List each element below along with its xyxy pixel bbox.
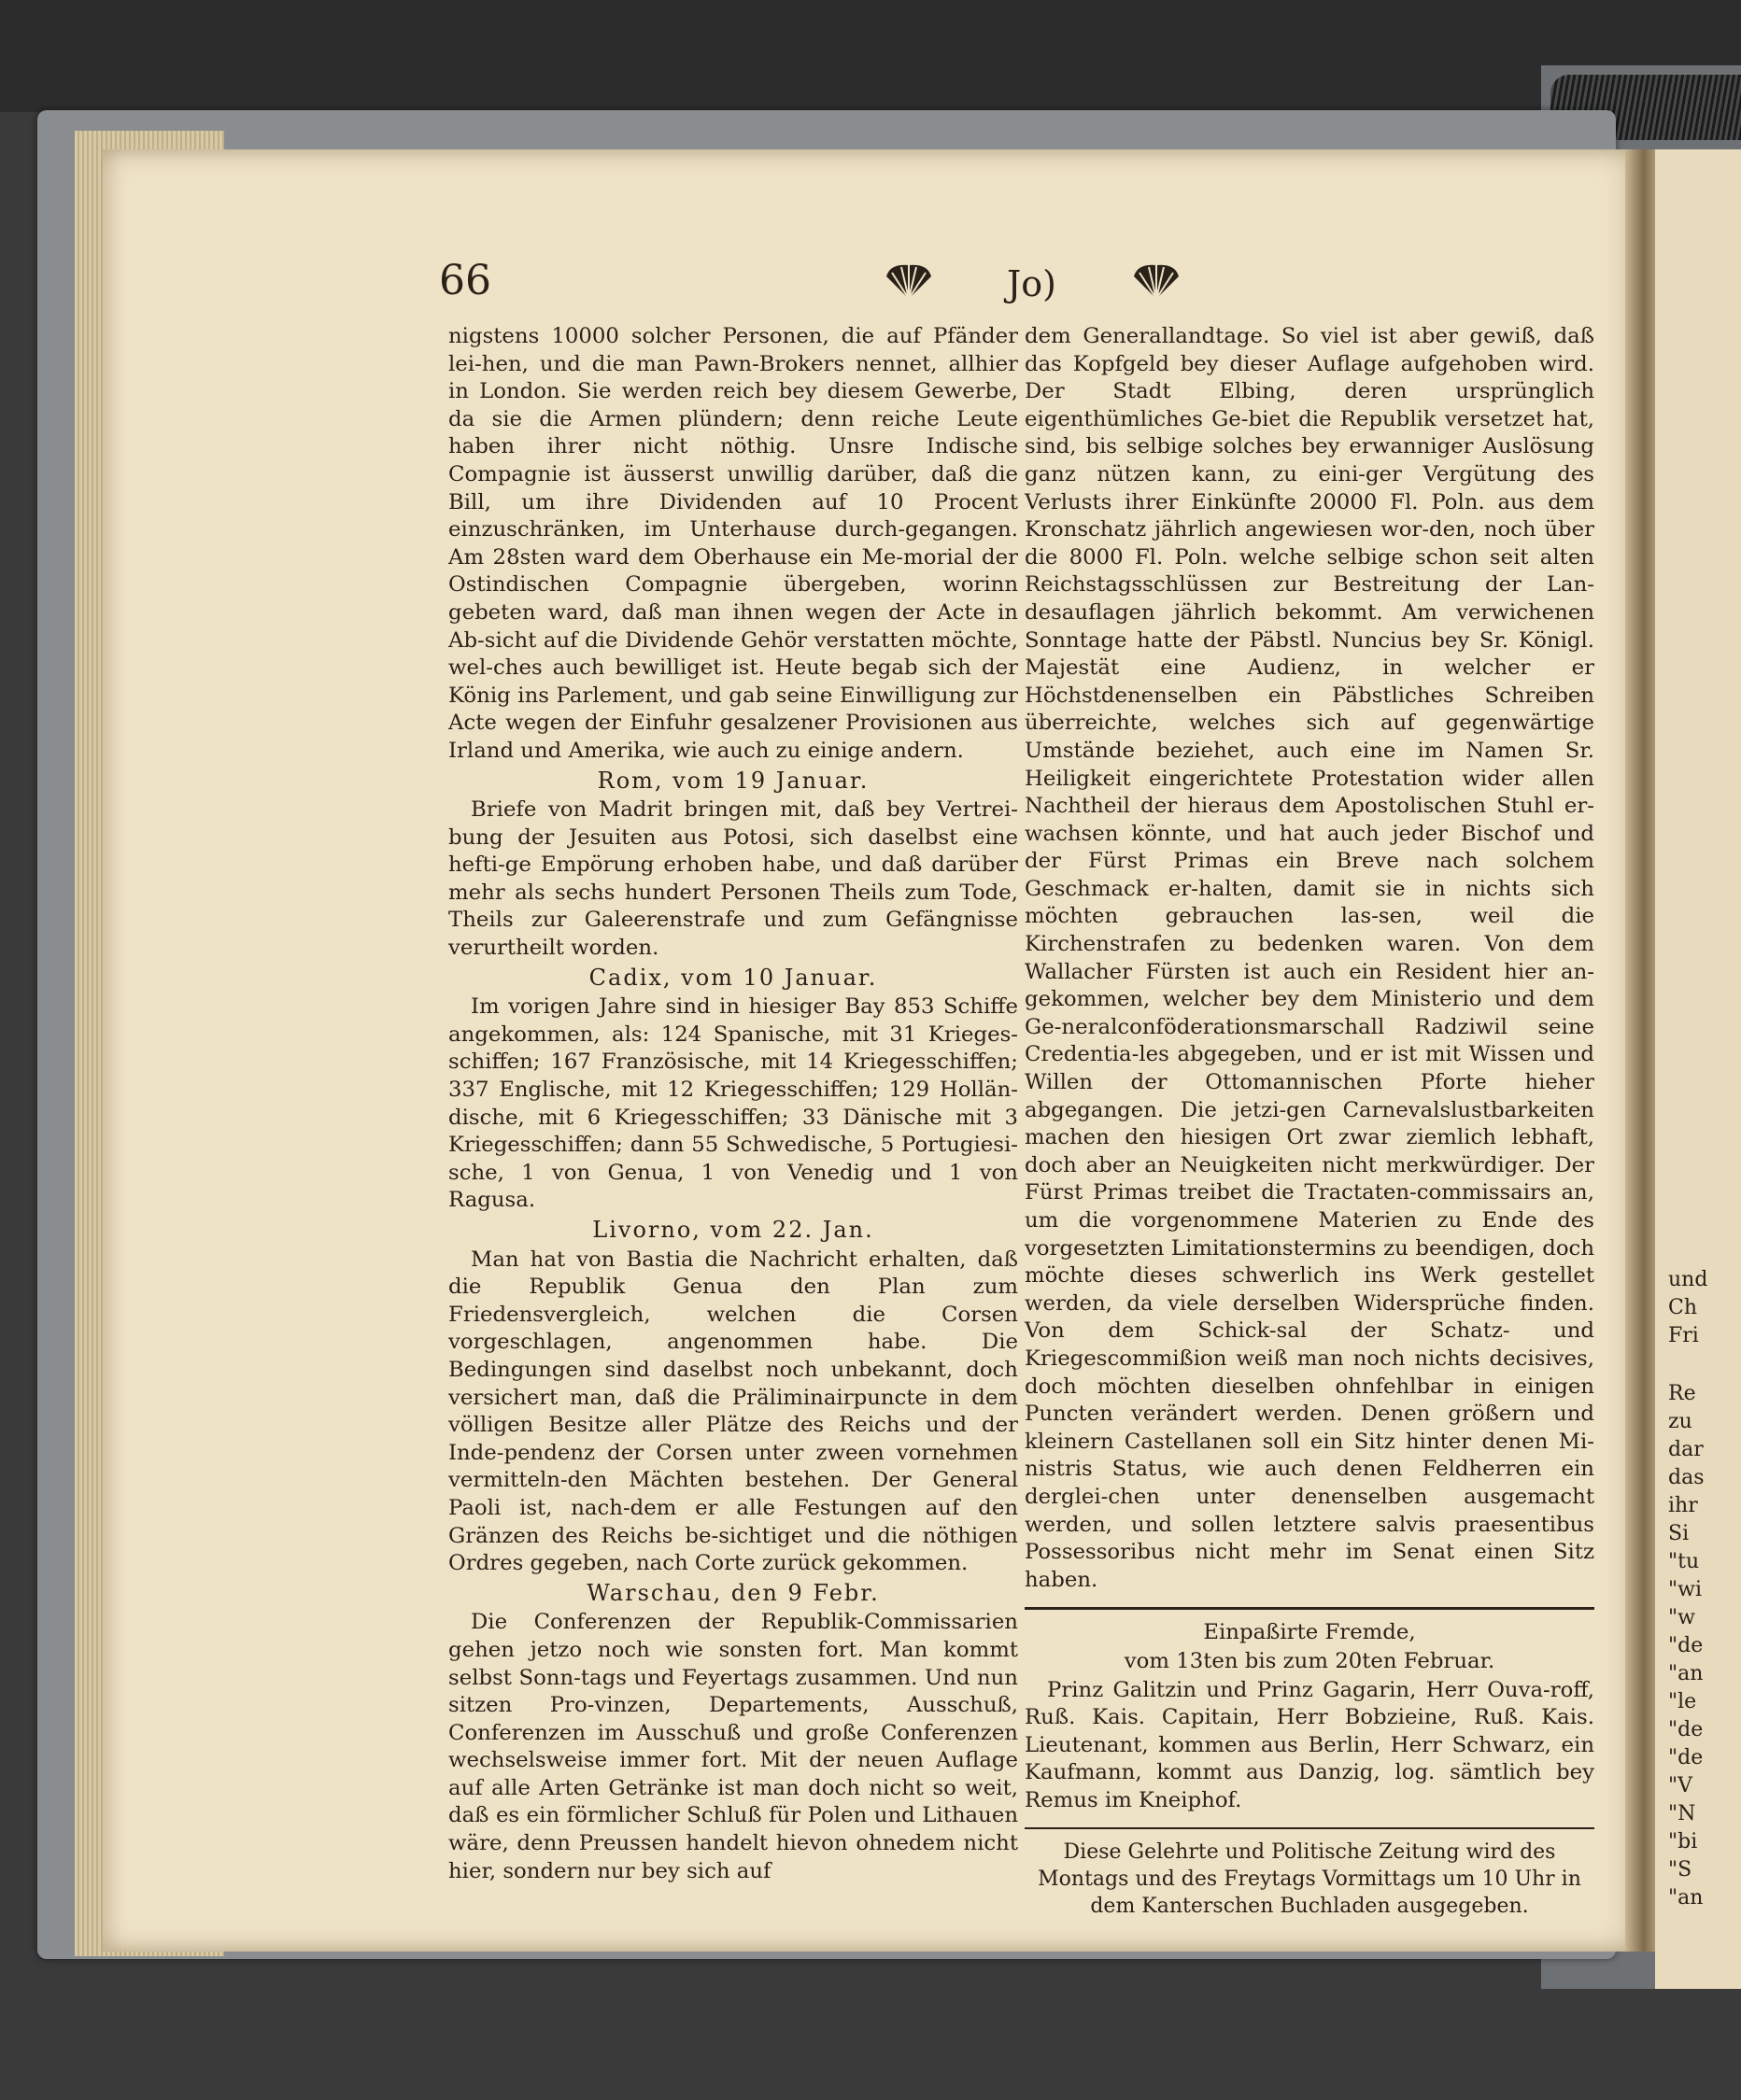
background-strip bbox=[0, 0, 1741, 112]
adjacent-fragment: "le bbox=[1668, 1690, 1697, 1713]
dateline-livorno: Livorno, vom 22. Jan. bbox=[592, 1217, 874, 1243]
adjacent-fragment: "an bbox=[1668, 1886, 1704, 1910]
adjacent-fragment: "bi bbox=[1668, 1830, 1698, 1853]
article-livorno: Man hat von Bastia die Nachricht erhalten, daß die Republik Genua den Plan zum Friedensvergleich, welchen die Corsen vorgeschlagen, angenommen habe. Die Bedingungen sind daselbst noch unbekannt, doch versichert man, daß die Präliminairpuncte in dem völligen Besitze aller Plätze des Reichs und der Inde-pendenz der Corsen unter zween vornehmen vermitteln-den Mächten bestehen. Der General Paoli ist, nach-dem er alle Festungen auf den Gränzen des Reichs be-sichtiget und die nöthigen Ordres gegeben, nach Corte zurück gekommen. bbox=[448, 1247, 1018, 1576]
fremde-title: Einpaßirte Fremde, bbox=[1203, 1620, 1416, 1645]
adjacent-fragment: zu bbox=[1668, 1410, 1692, 1433]
article-warschau-continued: dem Generallandtage. So viel ist aber gewiß, daß das Kopfgeld bey dieser Auflage aufgehoben wird. Der Stadt Elbing, deren ursprünglich eigenthümliches Ge-biet die Republik versetzet hat, sind, bis selbige solches bey erwanniger Auslösung ganz nützen kann, zu eini-ger Vergütung des Verlusts ihrer Einkünfte 20000 Fl. Poln. aus dem Kronschatz jährlich angewiesen wor-den, noch über die 8000 Fl. Poln. welche selbige schon seit alten Reichstagsschlüssen zur Bestreitung der Lan-desauflagen jährlich bekommt. Am verwichenen Sonntage hatte der Päbstl. Nuncius bey Sr. Königl. Majestät eine Audienz, in welcher er Höchstdenenselben ein Päbstliches Schreiben überreichte, welches sich auf gegenwärtige Umstände beziehet, auch eine im Namen Sr. Heiligkeit eingerichtete Protestation wider allen Nachtheil der hieraus dem Apostolischen Stuhl er-wachsen könnte, und hat auch jeder Bischof und der Fürst Primas ein Breve nach solchem Geschmack er-halten, damit sie in nichts sich möchten gebrauchen las-sen, weil die Kirchenstrafen zu bedenken waren. Von dem Wallacher Fürsten ist auch ein Resident hier an-gekommen, welcher bey dem Ministerio und dem Ge-neralconföderationsmarschall Radziwil seine Credentia-les abgegeben, und er ist mit Wissen und Willen der Ottomannischen Pforte hieher abgegangen. Die jetzi-gen Carnevalslustbarkeiten machen den hiesigen Ort zwar ziemlich lebhaft, doch aber an Neuigkeiten nicht merkwürdiger. Der Fürst Primas treibet die Tractaten-commissairs an, um die vorgenommene Materien zu Ende des vorgesetzten Limitationstermins zu beendigen, doch möchte dieses schwerlich ins Werk gestellet werden, da viele derselben Widersprüche finden. Von dem Schick-sal der Schatz- und Kriegescommißion weiß man noch nichts decisives, doch möchten dieselben ohnfehlbar in einigen Puncten verändert werden. Denen größern und kleinern Castellanen soll ein Sitz hinter denen Mi-nistris Status, wie auch denen Feldherren ein derglei-chen unter denenselben ausgemacht werden, und sollen letztere salvis praesentibus Possessoribus nicht mehr im Senat einen Sitz haben. bbox=[1025, 324, 1594, 1592]
left-column bbox=[448, 323, 1018, 1886]
page-number: 66 bbox=[439, 257, 491, 304]
dateline-cadix: Cadix, vom 10 Januar. bbox=[588, 964, 878, 991]
adjacent-fragment: "an bbox=[1668, 1662, 1704, 1685]
article-warschau: Die Conferenzen der Republik-Commissarien gehen jetzo noch wie sonsten fort. Man kommt selbst Sonn-tags und Feyertags zusammen. Und nun sitzen Pro-vinzen, Departements, Ausschuß, Conferenzen im Ausschuß und große Conferenzen wechselsweise immer fort. Mit der neuen Auflage auf alle Arten Getränke ist man doch nicht so weit, daß es ein förmlicher Schluß für Polen und Lithauen wäre, denn Preussen handelt hievon ohnedem nicht hier, sondern nur bey sich auf bbox=[448, 1610, 1018, 1883]
article-london-continued: nigstens 10000 solcher Personen, die auf Pfänder lei-hen, und die man Pawn-Brokers nennet, allhier in London. Sie werden reich bey diesem Gewerbe, da sie die Armen plündern; denn reiche Leute haben ihrer nicht nöthig. Unsre Indische Compagnie ist äusserst unwillig darüber, daß die Bill, um ihre Dividenden auf 10 Procent einzuschränken, im Unterhause durch-gegangen. Am 28sten ward dem Oberhause ein Me-morial der Ostindischen Compagnie übergeben, worinn gebeten ward, daß man ihnen wegen der Acte in Ab-sicht auf die Dividende Gehör verstatten möchte, wel-ches auch bewilliget ist. Heute begab sich der König ins Parlement, und gab seine Einwilligung zur Acte wegen der Einfuhr gesalzener Provisionen aus Irland und Amerika, wie auch zu einige andern. bbox=[448, 324, 1018, 763]
adjacent-fragment: "V bbox=[1668, 1774, 1693, 1797]
adjacent-fragment: "wi bbox=[1668, 1578, 1702, 1601]
publication-notice: Diese Gelehrte und Politische Zeitung wird des Montags und des Freytags Vormittags um 10 Uhr in dem Kanterschen Buchladen ausgegeben. bbox=[1038, 1840, 1581, 1919]
fremde-dates: vom 13ten bis zum 20ten Februar. bbox=[1124, 1648, 1495, 1673]
adjacent-fragment: ihr bbox=[1668, 1494, 1698, 1517]
adjacent-fragment: Fri bbox=[1668, 1324, 1699, 1347]
article-cadix: Im vorigen Jahre sind in hiesiger Bay 853 Schiffe angekommen, als: 124 Spanische, mit 31 Krieges-schiffen; 167 Französische, mit 14 Kriegesschiffen; 337 Englische, mit 12 Kriegesschiffen; 129 Hollän-dische, mit 6 Kriegesschiffen; 33 Dänische mit 3 Kriegesschiffen; dann 55 Schwedische, 5 Portugiesi-sche, 1 von Genua, 1 von Venedig und 1 von Ragusa. bbox=[448, 994, 1018, 1213]
dateline-rom: Rom, vom 19 Januar. bbox=[597, 767, 870, 794]
dateline-warschau: Warschau, den 9 Febr. bbox=[587, 1579, 880, 1606]
adjacent-fragment: "N bbox=[1668, 1802, 1696, 1825]
adjacent-fragment: Si bbox=[1668, 1522, 1690, 1545]
adjacent-fragment: das bbox=[1668, 1466, 1705, 1489]
section-divider bbox=[1025, 1607, 1594, 1610]
fremde-text: Prinz Galitzin und Prinz Gagarin, Herr Ouva-roff, Ruß. Kais. Capitain, Herr Bobzieine, Ruß. Kais. Lieutenant, kommen aus Berlin, Herr Schwarz, ein Kaufmann, kommt aus Danzig, log. sämtlich bey Remus im Kneiphof. bbox=[1025, 1677, 1594, 1812]
adjacent-fragment: und bbox=[1668, 1268, 1708, 1291]
signature-mark: Jo) bbox=[1007, 263, 1056, 304]
adjacent-fragment: Re bbox=[1668, 1382, 1696, 1405]
right-column bbox=[1025, 323, 1594, 1921]
adjacent-fragment: "de bbox=[1668, 1634, 1704, 1657]
article-rom: Briefe von Madrit bringen mit, daß bey Vertrei-bung der Jesuiten aus Potosi, sich daselbst eine hefti-ge Empörung erhoben habe, und daß darüber mehr als sechs hundert Personen Theils zum Tode, Theils zur Galeerenstrafe und zum Gefängnisse verurtheilt worden. bbox=[448, 797, 1018, 961]
adjacent-fragment: "de bbox=[1668, 1718, 1704, 1741]
adjacent-fragment: "S bbox=[1668, 1858, 1692, 1882]
adjacent-fragment: dar bbox=[1668, 1438, 1704, 1461]
adjacent-fragment: "de bbox=[1668, 1746, 1704, 1769]
adjacent-fragment: "tu bbox=[1668, 1550, 1700, 1573]
section-divider bbox=[1025, 1827, 1594, 1829]
adjacent-fragment: Ch bbox=[1668, 1296, 1698, 1319]
page-header bbox=[439, 252, 1616, 317]
adjacent-page bbox=[1655, 149, 1741, 1989]
adjacent-fragment: "w bbox=[1668, 1606, 1695, 1629]
shell-ornament-icon bbox=[1130, 261, 1182, 309]
shell-ornament-icon bbox=[883, 261, 935, 309]
